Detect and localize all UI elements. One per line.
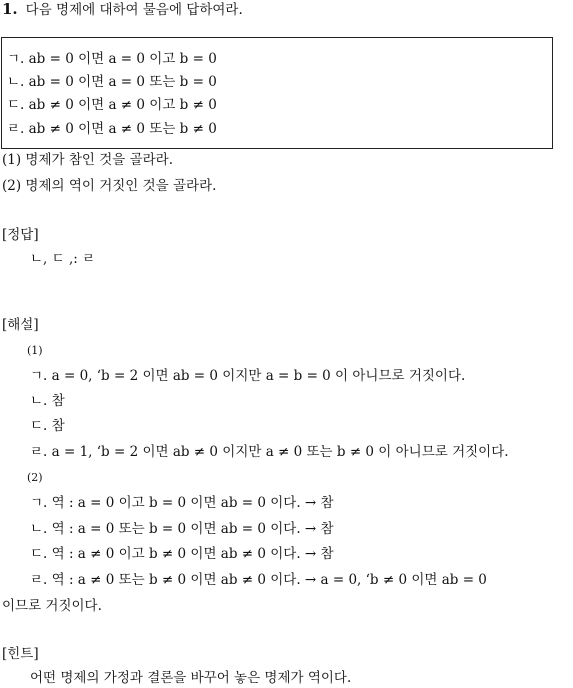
solution-part1-line-1: ㄱ. a = 0, ‘b = 2 이면 ab = 0 이지만 a = b = 0 이 아니므로 거짓이다. bbox=[30, 368, 466, 384]
statement-1: ㄱ. ab = 0 이면 a = 0 이고 b = 0 bbox=[7, 51, 217, 67]
solution-part2-line-5: 이므로 거짓이다. bbox=[2, 598, 102, 614]
solution-header: [해설] bbox=[2, 317, 39, 333]
question-2: (2) 명제의 역이 거짓인 것을 골라라. bbox=[2, 178, 217, 194]
statement-4: ㄹ. ab ≠ 0 이면 a ≠ 0 또는 b ≠ 0 bbox=[7, 121, 217, 137]
statement-2: ㄴ. ab = 0 이면 a = 0 또는 b = 0 bbox=[7, 74, 217, 90]
solution-part2-line-4: ㄹ. 역 : a ≠ 0 또는 b ≠ 0 이면 ab ≠ 0 이다. → a = 0, ‘b ≠ 0 이면 ab = 0 bbox=[30, 572, 487, 588]
solution-part1-line-3: ㄷ. 참 bbox=[30, 418, 65, 434]
statement-3: ㄷ. ab ≠ 0 이면 a ≠ 0 이고 b ≠ 0 bbox=[7, 97, 217, 113]
solution-part2-line-1: ㄱ. 역 : a = 0 이고 b = 0 이면 ab = 0 이다. → 참 bbox=[30, 495, 334, 511]
problem-number: 1. bbox=[2, 0, 18, 18]
problem-title-line bbox=[2, 0, 243, 19]
hint-text: 어떤 명제의 가정과 결론을 바꾸어 놓은 명제가 역이다. bbox=[30, 670, 352, 686]
solution-part2-label: (2) bbox=[27, 471, 43, 484]
solution-part1-line-2: ㄴ. 참 bbox=[30, 393, 65, 409]
solution-part1-line-4: ㄹ. a = 1, ‘b = 2 이면 ab ≠ 0 이지만 a ≠ 0 또는 b ≠ 0 이 아니므로 거짓이다. bbox=[30, 444, 509, 460]
answer-header: [정답] bbox=[2, 227, 39, 243]
solution-part1-label: (1) bbox=[27, 344, 43, 357]
problem-title: 다음 명제에 대하여 물음에 답하여라. bbox=[25, 2, 243, 18]
hint-header: [힌트] bbox=[2, 646, 39, 662]
solution-part2-line-3: ㄷ. 역 : a ≠ 0 이고 b ≠ 0 이면 ab ≠ 0 이다. → 참 bbox=[30, 546, 334, 562]
question-1: (1) 명제가 참인 것을 골라라. bbox=[2, 152, 173, 168]
answer-text: ㄴ, ㄷ ,: ㄹ bbox=[30, 251, 96, 267]
solution-part2-line-2: ㄴ. 역 : a = 0 또는 b = 0 이면 ab = 0 이다. → 참 bbox=[30, 521, 334, 537]
